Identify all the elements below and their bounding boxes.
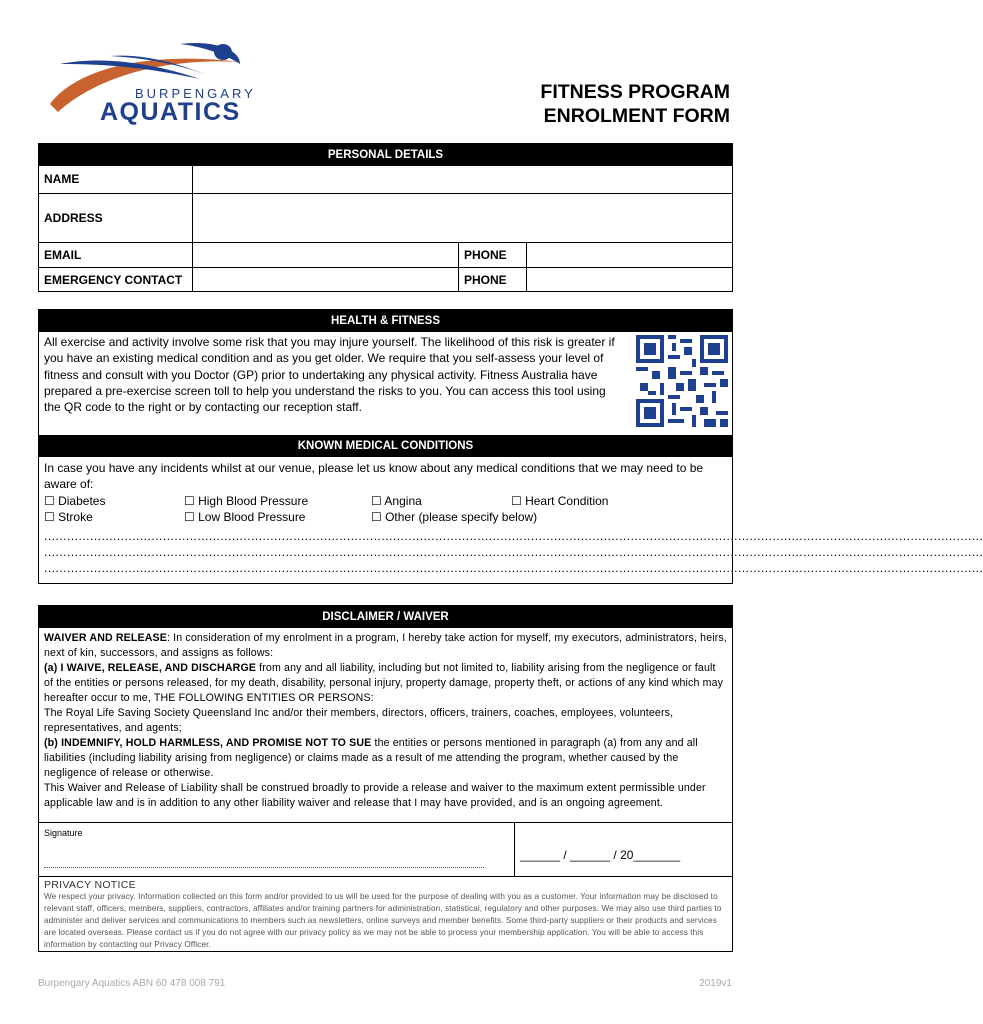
waiver-p4: the entities or persons mentioned in paragraph (a) from any and all liabilities (including liability arising from negligence) or claims made as a result of me attending the program, whether caused by the negligence of release or otherwise. bbox=[44, 737, 698, 779]
checkbox-other[interactable]: ☐ Other (please specify below) bbox=[371, 510, 538, 525]
signature-divider bbox=[514, 823, 515, 877]
waiver-header: DISCLAIMER / WAIVER bbox=[39, 606, 732, 628]
medical-intro-text: In case you have any incidents whilst at our venue, please let us know about any medical conditions that we may need to be aware of: bbox=[44, 461, 704, 492]
waiver-paragraph-5: This Waiver and Release of Liability shall be construed broadly to provide a release and waiver to the maximum extent permissible under applicable law and is in addition to any other liability waiver and release that I may have provided, and is an ongoing agreement. bbox=[44, 782, 706, 809]
waiver-paragraph-1 bbox=[44, 631, 727, 661]
signature-field[interactable] bbox=[44, 867, 484, 868]
burpengary-aquatics-logo bbox=[40, 34, 285, 126]
name-field[interactable] bbox=[193, 166, 733, 193]
medical-specify-line-3[interactable]: ..................................................................................................................................................................................................................................................... bbox=[44, 560, 983, 575]
medical-conditions-header: KNOWN MEDICAL CONDITIONS bbox=[39, 435, 732, 457]
phone-field[interactable] bbox=[527, 242, 733, 267]
footer-abn: Burpengary Aquatics ABN 60 478 008 791 bbox=[38, 978, 226, 989]
email-label: EMAIL bbox=[39, 242, 193, 267]
checkbox-diabetes[interactable]: ☐ Diabetes bbox=[44, 493, 106, 508]
emergency-contact-field[interactable] bbox=[193, 267, 459, 292]
checkbox-heart-condition[interactable]: ☐ Heart Condition bbox=[511, 493, 609, 508]
logo-swimmer-head bbox=[214, 44, 232, 60]
medical-checkbox-row-1 bbox=[39, 493, 732, 510]
health-fitness-header: HEALTH & FITNESS bbox=[39, 310, 732, 332]
form-title bbox=[470, 80, 730, 128]
privacy-notice bbox=[39, 876, 732, 951]
medical-specify-line-1[interactable]: ..................................................................................................................................................................................................................................................... bbox=[44, 528, 983, 543]
logo-text-line2: AQUATICS bbox=[100, 98, 241, 126]
waiver-p1-bold: WAIVER AND RELEASE bbox=[44, 632, 167, 644]
waiver-paragraph-2 bbox=[44, 661, 727, 706]
medical-checkbox-row-2 bbox=[39, 509, 732, 526]
signature-row bbox=[39, 822, 732, 877]
emergency-phone-label: PHONE bbox=[459, 267, 527, 292]
phone-label: PHONE bbox=[459, 242, 527, 267]
waiver-paragraph-3: The Royal Life Saving Society Queensland Inc and/or their members, directors, officers, trainers, coaches, employees, volunteers, representatives, and agents; bbox=[44, 707, 674, 734]
waiver-p2: from any and all liability, including but not limited to, liability arising from the negligence or fault of the entities or persons released, for my death, disability, personal injury, property damage, property theft, or actions of any kind which may hereafter occur to me, THE FOLLOWING ENTITIES OR PERSONS: bbox=[44, 662, 724, 704]
privacy-text: We respect your privacy. Information collected on this form and/or provided to us will be used for the purpose of dealing with you as a customer. Your information may be disclosed to relevant staff, officers, members, suppliers, contractors, affiliates and/or training partners for administration, statistical, regulatory and other purposes. We may also use third parties to administer and deliver services and communications to members such as newsletters, online surveys and member benefits. Some third-party suppliers or their products and services are located overseas. Please contact us if you do not agree with our privacy policy as we may not be able to process your membership application. You will be able to access this information by contacting our Privacy Officer. bbox=[44, 892, 722, 949]
waiver-section bbox=[38, 605, 733, 952]
signature-label: Signature bbox=[44, 828, 83, 838]
health-section bbox=[38, 309, 983, 584]
checkbox-angina[interactable]: ☐ Angina bbox=[371, 493, 422, 508]
health-fitness-text: All exercise and activity involve some risk that you may injure yourself. The likelihood of this risk is greater if you have an existing medical condition and as you get older. We require that you self-assess your level of fitness and consult with you Doctor (GP) prior to undertaking any physical activity. Fitness Australia have prepared a pre-exercise screen toll to help you understand the risks to you. You can access this tool using the QR code to the right or by contacting our reception staff. bbox=[44, 335, 615, 415]
personal-details-header: PERSONAL DETAILS bbox=[39, 144, 732, 166]
address-field[interactable] bbox=[193, 193, 733, 242]
waiver-text bbox=[39, 628, 732, 811]
emergency-phone-field[interactable] bbox=[527, 267, 733, 292]
personal-details-section bbox=[38, 143, 733, 292]
footer-version: 2019v1 bbox=[699, 978, 732, 989]
checkbox-low-blood-pressure[interactable]: ☐ Low Blood Pressure bbox=[184, 510, 306, 525]
checkbox-high-blood-pressure[interactable]: ☐ High Blood Pressure bbox=[184, 493, 309, 508]
name-label: NAME bbox=[39, 166, 193, 193]
form-title-line2: ENROLMENT FORM bbox=[543, 105, 730, 127]
personal-details-table bbox=[39, 166, 732, 292]
qr-code[interactable] bbox=[636, 335, 728, 427]
form-title-line1: FITNESS PROGRAM bbox=[540, 81, 730, 103]
emergency-contact-label: EMERGENCY CONTACT bbox=[39, 267, 193, 292]
waiver-p1: : In consideration of my enrolment in a program, I hereby take action for myself, my executors, administrators, heirs, next of kin, successors, and assigns as follows: bbox=[44, 632, 727, 659]
waiver-p2-bold: (a) I WAIVE, RELEASE, AND DISCHARGE bbox=[44, 662, 257, 674]
address-label: ADDRESS bbox=[39, 193, 193, 242]
email-field[interactable] bbox=[193, 242, 459, 267]
medical-specify-line-2[interactable]: ..................................................................................................................................................................................................................................................... bbox=[44, 544, 983, 559]
privacy-title: PRIVACY NOTICE bbox=[44, 879, 136, 891]
date-field[interactable]: ______ / ______ / 20_______ bbox=[520, 848, 681, 862]
waiver-p4-bold: (b) INDEMNIFY, HOLD HARMLESS, AND PROMISE NOT TO SUE bbox=[44, 737, 372, 749]
waiver-paragraph-4 bbox=[44, 736, 727, 781]
logo-text-line1: BURPENGARY bbox=[135, 86, 256, 101]
checkbox-stroke[interactable]: ☐ Stroke bbox=[44, 510, 93, 525]
